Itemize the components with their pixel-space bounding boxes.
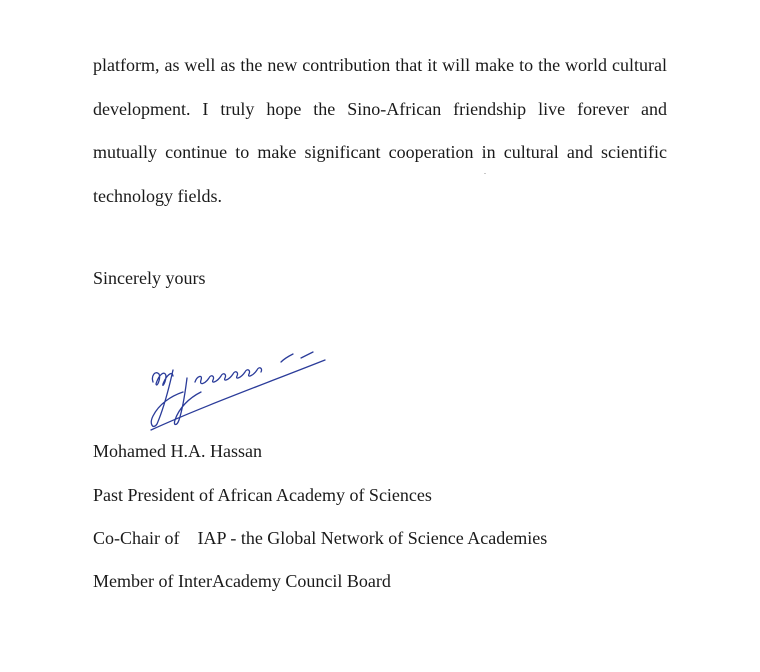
signatory-name: Mohamed H.A. Hassan [93,441,262,461]
letter-body-paragraph: platform, as well as the new contribution that it will make to the world cultural development. I truly hope the Sino-African friendship live forever and mutually continue to make significant cooperation in cultural and scientific technology fields. [93,55,667,206]
closing-salutation: Sincerely yours [93,268,206,288]
signatory-title-3: Member of InterAcademy Council Board [93,571,391,591]
signatory-title-1: Past President of African Academy of Sciences [93,485,432,505]
signatory-title-2: Co-Chair of IAP - the Global Network of Science Academies [93,528,548,548]
handwritten-signature [139,348,339,438]
scan-speck [484,173,486,174]
